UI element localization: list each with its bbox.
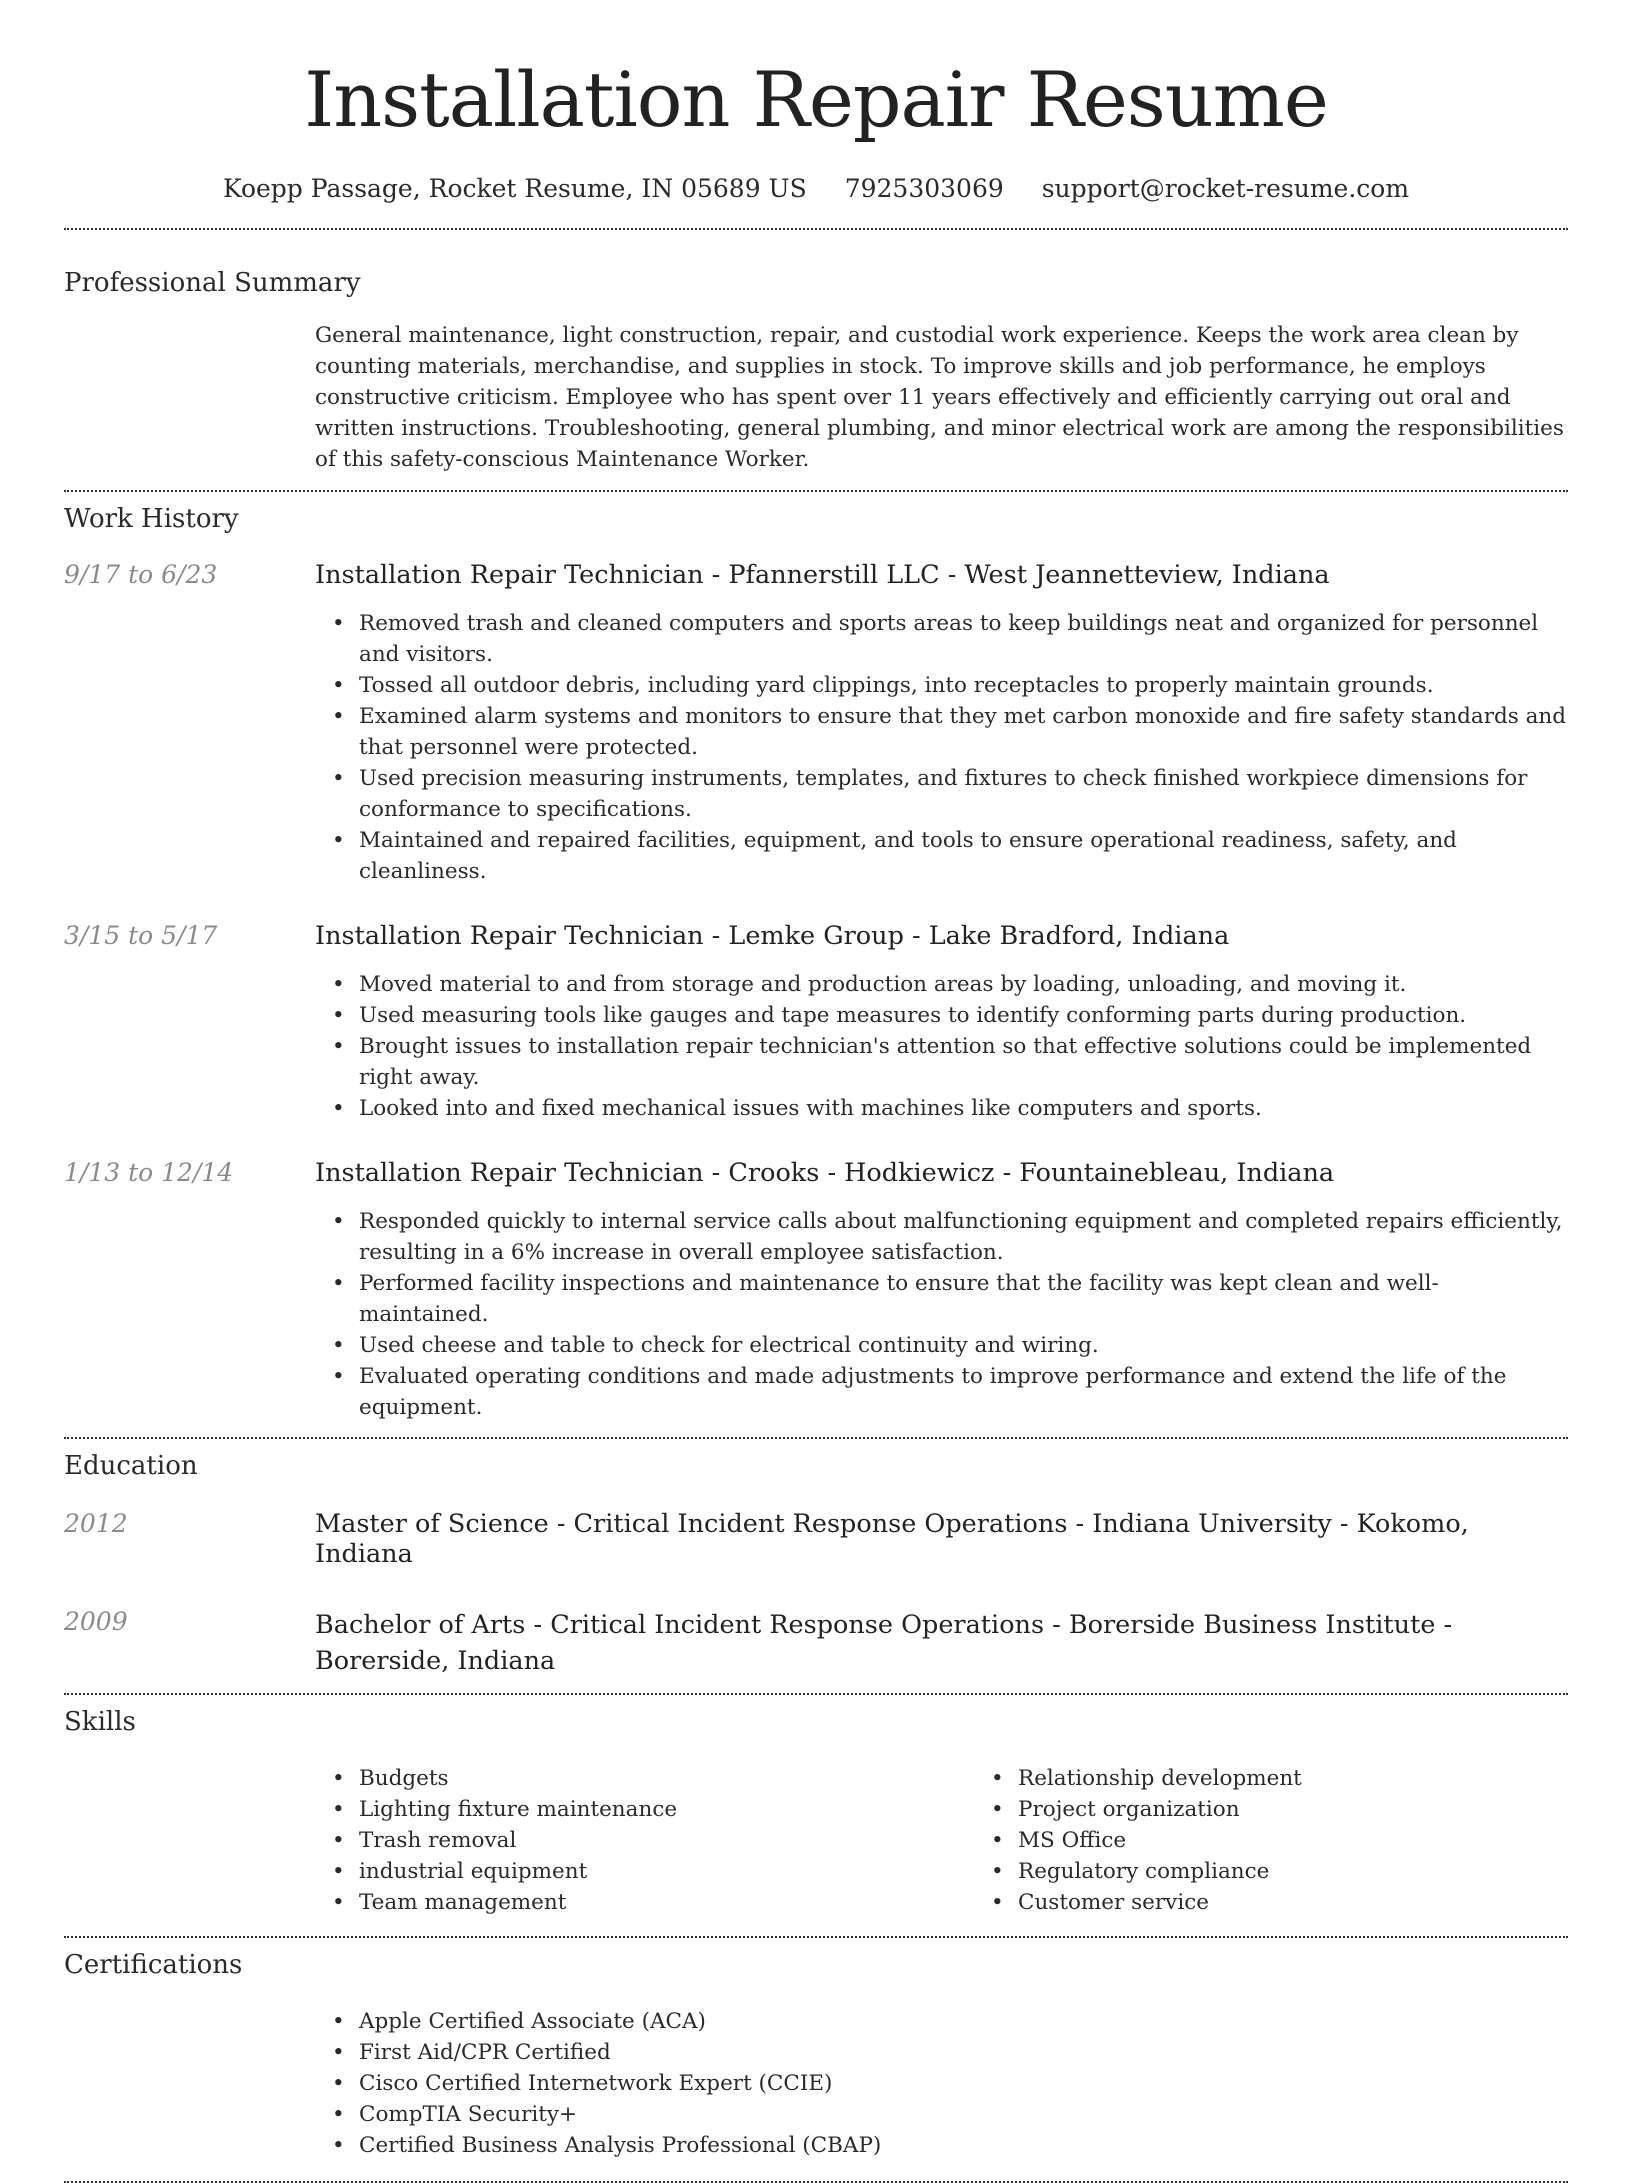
job-dates: 1/13 to 12/14 — [64, 1158, 234, 1187]
job-bullets — [315, 969, 1568, 1124]
section-summary — [64, 268, 1568, 475]
section-certifications — [64, 1950, 1568, 2161]
list-item: • First Aid/CPR Certified — [359, 2037, 1568, 2068]
list-item: • Maintained and repaired facilities, equipment, and tools to ensure operational readiness, safety, and cleanliness. — [359, 825, 1568, 887]
section-title-education: Education — [64, 1451, 198, 1481]
section-title-summary: Professional Summary — [64, 268, 361, 298]
job-entry — [64, 1158, 1568, 1423]
list-item: • Used cheese and table to check for electrical continuity and wiring. — [359, 1330, 1568, 1361]
list-item: • Cisco Certified Internetwork Expert (CCIE) — [359, 2068, 1568, 2099]
job-entry — [64, 921, 1568, 1124]
list-item: • Performed facility inspections and maintenance to ensure that the facility was kept clean and well-maintained. — [359, 1268, 1568, 1330]
divider — [64, 228, 1568, 230]
job-entry — [64, 560, 1568, 887]
divider — [64, 490, 1568, 492]
section-title-work-history: Work History — [64, 504, 239, 534]
job-dates: 9/17 to 6/23 — [64, 560, 218, 589]
list-item: • Budgets — [359, 1763, 974, 1794]
job-bullets — [315, 1206, 1568, 1423]
list-item: • Certified Business Analysis Professional (CBAP) — [359, 2130, 1568, 2161]
divider — [64, 1936, 1568, 1938]
list-item: • Moved material to and from storage and production areas by loading, unloading, and moving it. — [359, 969, 1568, 1000]
list-item: • Brought issues to installation repair technician's attention so that effective solutions could be implemented right away. — [359, 1031, 1568, 1093]
list-item: • Looked into and fixed mechanical issues with machines like computers and sports. — [359, 1093, 1568, 1124]
section-title-certifications: Certifications — [64, 1950, 243, 1980]
list-item: • Relationship development — [1018, 1763, 1632, 1794]
job-bullets — [315, 608, 1568, 887]
list-item: • Removed trash and cleaned computers and sports areas to keep buildings neat and organized for personnel and visitors. — [359, 608, 1568, 670]
education-entry — [64, 1509, 1568, 1569]
list-item: • Responded quickly to internal service calls about malfunctioning equipment and completed repairs efficiently, resulting in a 6% increase in overall employee satisfaction. — [359, 1206, 1568, 1268]
education-entry — [64, 1607, 1568, 1679]
job-title: Installation Repair Technician - Lemke Group - Lake Bradford, Indiana — [315, 921, 1230, 951]
list-item: • MS Office — [1018, 1825, 1632, 1856]
list-item: • Tossed all outdoor debris, including yard clippings, into receptacles to properly maintain grounds. — [359, 670, 1568, 701]
skills-list-right — [974, 1763, 1632, 1918]
list-item: • Apple Certified Associate (ACA) — [359, 2006, 1568, 2037]
phone: 7925303069 — [844, 174, 1004, 203]
education-degree: Bachelor of Arts - Critical Incident Response Operations - Borerside Business Institute - Borerside, Indiana — [315, 1610, 1453, 1676]
list-item: • Team management — [359, 1887, 974, 1918]
section-skills — [64, 1707, 1568, 1918]
education-year: 2012 — [64, 1509, 128, 1538]
email-link[interactable]: support@rocket-resume.com — [1041, 174, 1410, 203]
job-title: Installation Repair Technician - Pfannerstill LLC - West Jeannetteview, Indiana — [315, 560, 1330, 590]
list-item: • Lighting fixture maintenance — [359, 1794, 974, 1825]
job-dates: 3/15 to 5/17 — [64, 921, 218, 950]
resume-title: Installation Repair Resume — [304, 55, 1328, 144]
divider — [64, 1693, 1568, 1695]
list-item: • Regulatory compliance — [1018, 1856, 1632, 1887]
section-work-history — [64, 504, 1568, 1423]
list-item: • Trash removal — [359, 1825, 974, 1856]
job-title: Installation Repair Technician - Crooks - Hodkiewicz - Fountainebleau, Indiana — [315, 1158, 1335, 1188]
list-item: • industrial equipment — [359, 1856, 974, 1887]
summary-text: General maintenance, light construction, repair, and custodial work experience. Keeps the work area clean by counting materials, merchandise, and supplies in stock. To improve skills and job performance, he employs constructive criticism. Employee who has spent over 11 years effectively and efficiently carrying out oral and written instructions. Troubleshooting, general plumbing, and minor electrical work are among the responsibilities of this safety-conscious Maintenance Worker. — [315, 323, 1564, 472]
list-item: • Customer service — [1018, 1887, 1632, 1918]
divider — [64, 1437, 1568, 1439]
list-item: • Used precision measuring instruments, templates, and fixtures to check finished workpiece dimensions for conformance to specifications. — [359, 763, 1568, 825]
list-item: • Examined alarm systems and monitors to ensure that they met carbon monoxide and fire safety standards and that personnel were protected. — [359, 701, 1568, 763]
section-education — [64, 1451, 1568, 1679]
education-year: 2009 — [64, 1607, 128, 1636]
address: Koepp Passage, Rocket Resume, IN 05689 US — [222, 174, 807, 203]
certifications-list — [315, 2006, 1568, 2161]
contact-line — [64, 174, 1568, 204]
list-item: • Evaluated operating conditions and made adjustments to improve performance and extend the life of the equipment. — [359, 1361, 1568, 1423]
list-item: • Used measuring tools like gauges and tape measures to identify conforming parts during production. — [359, 1000, 1568, 1031]
education-degree: Master of Science - Critical Incident Response Operations - Indiana University - Kokomo, Indiana — [315, 1509, 1469, 1569]
skills-list-left — [315, 1763, 974, 1918]
list-item: • Project organization — [1018, 1794, 1632, 1825]
list-item: • CompTIA Security+ — [359, 2099, 1568, 2130]
section-title-skills: Skills — [64, 1707, 136, 1737]
